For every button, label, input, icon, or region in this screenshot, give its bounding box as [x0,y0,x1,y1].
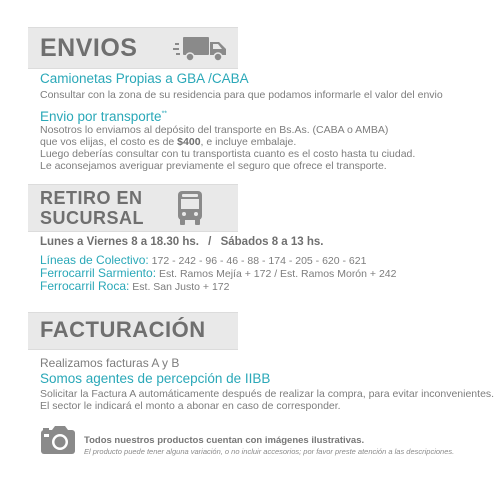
facturacion-line-2: Solicitar la Factura A automáticamente después de realizar la compra, para evitar inconvenientes. [40,388,495,400]
facturacion-title: FACTURACIÓN [40,317,206,342]
schedule-weekdays: Lunes a Viernes 8 a 18.30 hs. [40,236,199,248]
colectivo-value: 172 - 242 - 96 - 46 - 88 - 174 - 205 - 620 - 621 [151,255,367,267]
transporte-heading-label: Envio por transporte [40,109,162,124]
roca-label: Ferrocarril Roca: [40,279,130,293]
transporte-heading-mark: ** [161,110,168,118]
schedule-saturday: Sábados 8 a 13 hs. [220,236,324,248]
transporte-line-2-post: , e incluye embalaje. [200,136,297,148]
retiro-banner [28,184,238,232]
transporte-line-1: Nosotros lo enviamos al depósito del transporte en Bs.As. (CABA o AMBA) [40,124,389,136]
schedule-line [40,237,324,249]
camera-icon [40,425,76,460]
transporte-line-3: Luego deberías consultar con tu transportista cuanto es el costo hasta tu ciudad. [40,148,416,160]
footer-italic-text: El producto puede tener alguna variación, o no incluir accesorios; por favor preste atención a las descripciones. [84,447,455,456]
transporte-line-2 [40,137,296,149]
colectivo-label: Líneas de Colectivo: [40,253,149,267]
facturacion-heading: Somos agentes de percepción de IIBB [40,371,271,386]
retiro-title [40,188,144,228]
schedule-separator: / [208,236,212,248]
transporte-line-2-pre: que vos elijas, el costo es de [40,136,178,148]
sarmiento-label: Ferrocarril Sarmiento: [40,266,157,280]
delivery-truck-icon [173,33,229,68]
envios-banner [28,27,238,69]
camionetas-text: Consultar con la zona de su residencia para que podamos informarle el valor del envio [40,89,443,101]
facturacion-banner [28,312,238,350]
roca-value: Est. San Justo + 172 [132,281,230,293]
roca-line [40,281,229,294]
envios-title: ENVIOS [40,34,138,62]
retiro-title-line-1: RETIRO EN [40,188,143,208]
transporte-line-4: Le aconsejamos averiguar previamente el seguro que ofrece el transporte. [40,160,387,172]
footer-bold-text: Todos nuestros productos cuentan con imágenes ilustrativas. [84,435,365,446]
facturacion-line-3: El sector le indicará el monto a abonar en caso de corresponder. [40,400,341,412]
sarmiento-value: Est. Ramos Mejía + 172 / Est. Ramos Morón + 242 [158,268,397,280]
transporte-price: $400 [177,136,201,148]
bus-icon [176,190,204,231]
transporte-heading [40,109,167,124]
camionetas-heading: Camionetas Propias a GBA /CABA [40,71,249,86]
facturacion-line-1: Realizamos facturas A y B [40,356,180,370]
retiro-title-line-2: SUCURSAL [40,208,145,228]
